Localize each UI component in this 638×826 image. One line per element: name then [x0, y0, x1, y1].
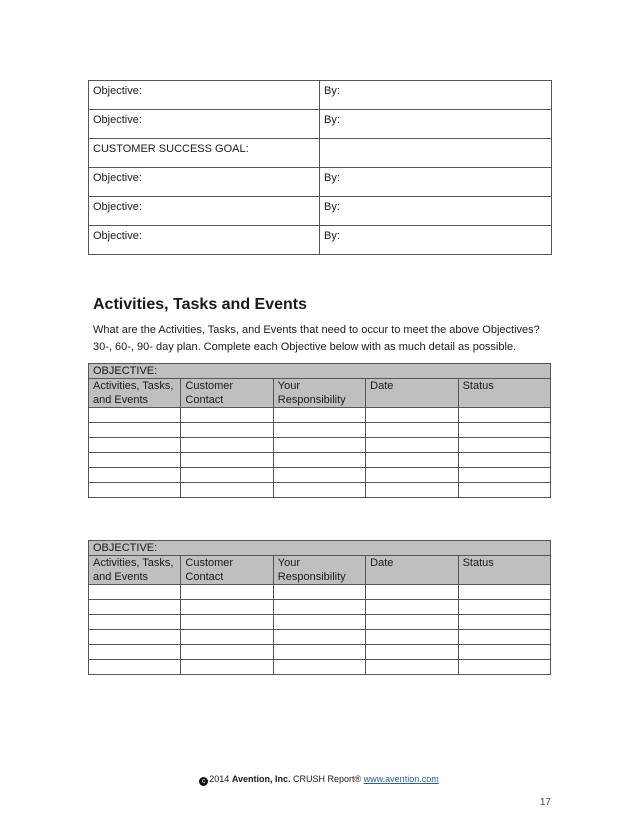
- header-customer-contact: Customer Contact: [181, 556, 273, 585]
- header-activities: Activities, Tasks, and Events: [89, 379, 181, 408]
- table-row: [89, 168, 552, 197]
- footer-year: 2014: [209, 774, 230, 784]
- blank-cell[interactable]: [458, 423, 550, 438]
- objective-row: [89, 541, 551, 556]
- copyright-icon: c: [199, 777, 208, 786]
- footer-product: CRUSH Report®: [293, 774, 362, 784]
- blank-cell[interactable]: [458, 600, 550, 615]
- table-row: [89, 139, 552, 168]
- by-cell: By:: [320, 168, 552, 197]
- blank-cell[interactable]: [89, 483, 181, 498]
- objective-label: OBJECTIVE:: [89, 541, 551, 556]
- blank-cell[interactable]: [89, 468, 181, 483]
- table-row: [89, 408, 551, 423]
- header-row: [89, 556, 551, 585]
- blank-cell[interactable]: [181, 645, 273, 660]
- objective-cell: Objective:: [89, 226, 320, 255]
- table-row: [89, 585, 551, 600]
- blank-cell[interactable]: [273, 660, 365, 675]
- blank-cell[interactable]: [181, 453, 273, 468]
- table-row: [89, 453, 551, 468]
- blank-cell[interactable]: [366, 660, 458, 675]
- activity-table-2: [88, 540, 551, 675]
- blank-cell[interactable]: [458, 585, 550, 600]
- blank-cell[interactable]: [181, 585, 273, 600]
- table-row: [89, 468, 551, 483]
- blank-cell[interactable]: [366, 423, 458, 438]
- blank-cell[interactable]: [273, 423, 365, 438]
- header-status: Status: [458, 556, 550, 585]
- table-row: [89, 197, 552, 226]
- blank-cell[interactable]: [366, 600, 458, 615]
- blank-cell[interactable]: [89, 585, 181, 600]
- blank-cell[interactable]: [89, 408, 181, 423]
- blank-cell[interactable]: [181, 483, 273, 498]
- table-row: [89, 660, 551, 675]
- header-your-responsibility: Your Responsibility: [273, 556, 365, 585]
- objective-cell: Objective:: [89, 197, 320, 226]
- blank-cell[interactable]: [458, 408, 550, 423]
- blank-cell[interactable]: [273, 483, 365, 498]
- header-your-responsibility: Your Responsibility: [273, 379, 365, 408]
- blank-cell[interactable]: [273, 585, 365, 600]
- blank-cell[interactable]: [89, 630, 181, 645]
- table-row: [89, 110, 552, 139]
- blank-cell[interactable]: [89, 645, 181, 660]
- section-title: Activities, Tasks and Events: [93, 296, 308, 313]
- blank-cell[interactable]: [89, 423, 181, 438]
- table-row: [89, 81, 552, 110]
- table-row: [89, 483, 551, 498]
- blank-cell[interactable]: [89, 438, 181, 453]
- page-footer: [0, 774, 638, 786]
- goal-value-cell: [320, 139, 552, 168]
- blank-cell[interactable]: [458, 645, 550, 660]
- table-row: [89, 600, 551, 615]
- blank-cell[interactable]: [458, 438, 550, 453]
- blank-cell[interactable]: [181, 438, 273, 453]
- blank-cell[interactable]: [366, 615, 458, 630]
- by-cell: By:: [320, 226, 552, 255]
- table-row: [89, 226, 552, 255]
- blank-cell[interactable]: [89, 660, 181, 675]
- blank-cell[interactable]: [273, 615, 365, 630]
- table-row: [89, 645, 551, 660]
- header-row: [89, 379, 551, 408]
- blank-cell[interactable]: [366, 483, 458, 498]
- blank-cell[interactable]: [181, 423, 273, 438]
- header-status: Status: [458, 379, 550, 408]
- objective-cell: Objective:: [89, 110, 320, 139]
- blank-cell[interactable]: [458, 615, 550, 630]
- blank-cell[interactable]: [366, 453, 458, 468]
- blank-cell[interactable]: [366, 585, 458, 600]
- blank-cell[interactable]: [89, 615, 181, 630]
- blank-cell[interactable]: [366, 630, 458, 645]
- by-cell: By:: [320, 197, 552, 226]
- blank-cell[interactable]: [458, 483, 550, 498]
- table-row: [89, 423, 551, 438]
- header-customer-contact: Customer Contact: [181, 379, 273, 408]
- blank-cell[interactable]: [366, 438, 458, 453]
- blank-cell[interactable]: [458, 453, 550, 468]
- blank-cell[interactable]: [273, 468, 365, 483]
- blank-cell[interactable]: [458, 660, 550, 675]
- blank-cell[interactable]: [273, 408, 365, 423]
- blank-cell[interactable]: [273, 453, 365, 468]
- blank-cell[interactable]: [89, 600, 181, 615]
- page-number: 17: [539, 797, 551, 808]
- activity-table-1: [88, 363, 551, 498]
- blank-cell[interactable]: [273, 600, 365, 615]
- objectives-table: [88, 80, 552, 255]
- blank-cell[interactable]: [181, 600, 273, 615]
- blank-cell[interactable]: [89, 453, 181, 468]
- objective-label: OBJECTIVE:: [89, 364, 551, 379]
- footer-link[interactable]: www.avention.com: [363, 774, 439, 784]
- blank-cell[interactable]: [181, 630, 273, 645]
- blank-cell[interactable]: [458, 630, 550, 645]
- objective-row: [89, 364, 551, 379]
- blank-cell[interactable]: [273, 645, 365, 660]
- header-date: Date: [366, 379, 458, 408]
- blank-cell[interactable]: [273, 630, 365, 645]
- objective-cell: Objective:: [89, 168, 320, 197]
- objective-cell: Objective:: [89, 81, 320, 110]
- blank-cell[interactable]: [181, 468, 273, 483]
- table-row: [89, 630, 551, 645]
- blank-cell[interactable]: [366, 645, 458, 660]
- blank-cell[interactable]: [366, 408, 458, 423]
- customer-success-goal-cell: CUSTOMER SUCCESS GOAL:: [89, 139, 320, 168]
- blank-cell[interactable]: [273, 438, 365, 453]
- blank-cell[interactable]: [458, 468, 550, 483]
- table-row: [89, 438, 551, 453]
- blank-cell[interactable]: [181, 408, 273, 423]
- section-description: What are the Activities, Tasks, and Events that need to occur to meet the above Objectives? 30-, 60-, 90- day plan. Complete each Objective below with as much detail as possible.: [93, 324, 540, 353]
- header-activities: Activities, Tasks, and Events: [89, 556, 181, 585]
- footer-company: Avention, Inc.: [231, 774, 291, 784]
- table-row: [89, 615, 551, 630]
- by-cell: By:: [320, 81, 552, 110]
- header-date: Date: [366, 556, 458, 585]
- blank-cell[interactable]: [366, 468, 458, 483]
- by-cell: By:: [320, 110, 552, 139]
- blank-cell[interactable]: [181, 660, 273, 675]
- blank-cell[interactable]: [181, 615, 273, 630]
